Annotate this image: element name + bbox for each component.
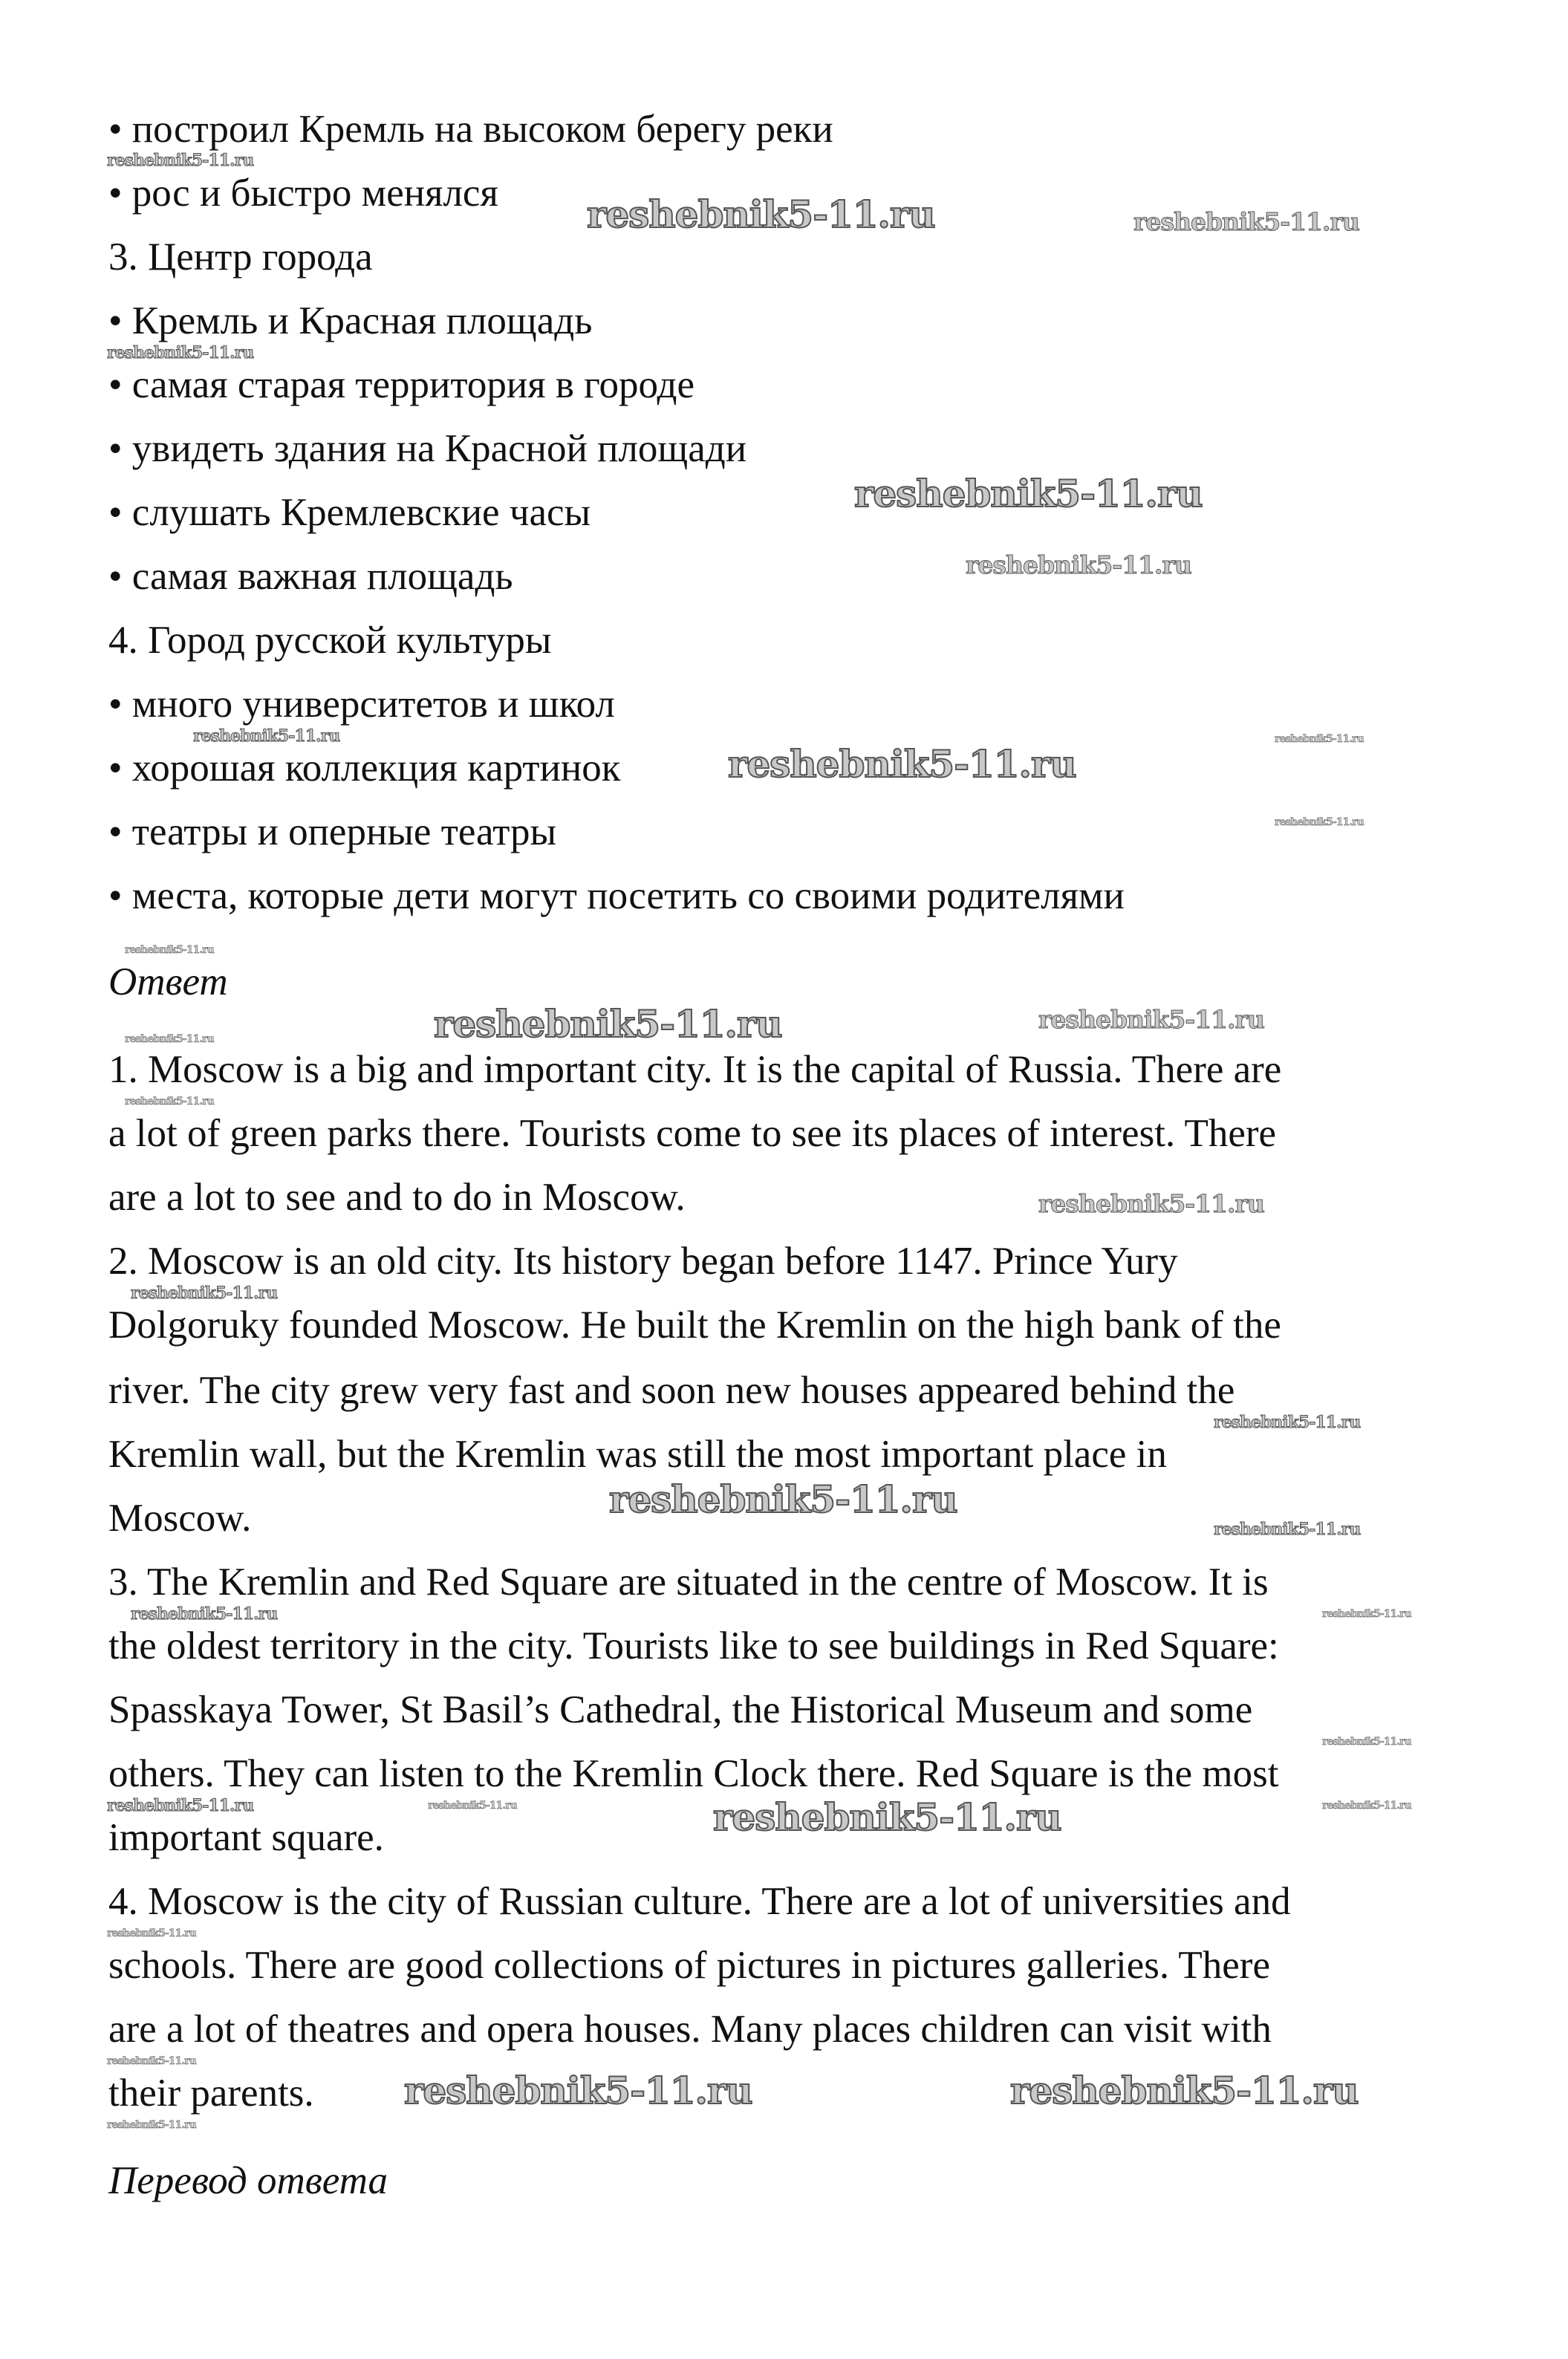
watermark: reshebnik5-11.ru xyxy=(107,2119,196,2131)
answer-line: Moscow. xyxy=(108,1497,252,1540)
outline-line: • много университетов и школ xyxy=(108,683,615,726)
answer-line: schools. There are good collections of pictures in pictures galleries. There xyxy=(108,1944,1270,1987)
outline-line: • рос и быстро менялся xyxy=(108,172,498,215)
outline-line: • построил Кремль на высоком берегу реки xyxy=(108,108,833,151)
answer-line: a lot of green parks there. Tourists come to see its places of interest. There xyxy=(108,1112,1277,1155)
outline-line: • хорошая коллекция картинок xyxy=(108,746,621,790)
watermark: reshebnik5-11.ru xyxy=(107,343,254,362)
outline-line: • самая старая территория в городе xyxy=(108,363,694,406)
watermark: reshebnik5-11.ru xyxy=(1275,733,1364,745)
watermark: reshebnik5-11.ru xyxy=(1322,1608,1411,1620)
answer-line: river. The city grew very fast and soon new houses appeared behind the xyxy=(108,1369,1235,1412)
watermark: reshebnik5-11.ru xyxy=(107,151,254,170)
watermark: reshebnik5-11.ru xyxy=(1010,2069,1359,2112)
watermark: reshebnik5-11.ru xyxy=(107,1927,196,1939)
answer-line: Spasskaya Tower, St Basil’s Cathedral, the Historical Museum and some xyxy=(108,1688,1253,1731)
answer-line: 3. The Kremlin and Red Square are situated in the centre of Moscow. It is xyxy=(108,1561,1269,1604)
watermark: reshebnik5-11.ru xyxy=(1322,1736,1411,1748)
watermark: reshebnik5-11.ru xyxy=(854,472,1203,515)
translation-heading: Перевод ответа xyxy=(108,2159,388,2202)
watermark: reshebnik5-11.ru xyxy=(1038,1189,1264,1218)
outline-line: • Кремль и Красная площадь xyxy=(108,299,593,342)
answer-line: 4. Moscow is the city of Russian culture. There are a lot of universities and xyxy=(108,1880,1291,1923)
answer-line: others. They can listen to the Kremlin Clock there. Red Square is the most xyxy=(108,1752,1279,1795)
answer-line: 1. Moscow is a big and important city. It is the capital of Russia. There are xyxy=(108,1048,1282,1091)
watermark: reshebnik5-11.ru xyxy=(131,1604,278,1624)
answer-heading: Ответ xyxy=(108,960,228,1003)
answer-line: are a lot to see and to do in Moscow. xyxy=(108,1176,686,1219)
watermark: reshebnik5-11.ru xyxy=(193,726,340,746)
watermark: reshebnik5-11.ru xyxy=(434,1002,782,1046)
answer-line: Kremlin wall, but the Kremlin was still the most important place in xyxy=(108,1433,1167,1476)
watermark: reshebnik5-11.ru xyxy=(1275,816,1364,828)
watermark: reshebnik5-11.ru xyxy=(428,1800,517,1812)
answer-line: the oldest territory in the city. Tourists like to see buildings in Red Square: xyxy=(108,1624,1279,1667)
answer-line: are a lot of theatres and opera houses. Many places children can visit with xyxy=(108,2008,1272,2051)
watermark: reshebnik5-11.ru xyxy=(131,1283,278,1303)
watermark: reshebnik5-11.ru xyxy=(404,2069,752,2112)
watermark: reshebnik5-11.ru xyxy=(1133,207,1359,236)
outline-heading: 3. Центр города xyxy=(108,235,373,279)
watermark: reshebnik5-11.ru xyxy=(125,944,214,956)
watermark: reshebnik5-11.ru xyxy=(125,1096,214,1107)
watermark: reshebnik5-11.ru xyxy=(728,742,1076,786)
watermark: reshebnik5-11.ru xyxy=(587,192,935,236)
watermark: reshebnik5-11.ru xyxy=(1322,1800,1411,1812)
watermark: reshebnik5-11.ru xyxy=(1038,1005,1264,1034)
watermark: reshebnik5-11.ru xyxy=(107,1796,254,1815)
answer-line: 2. Moscow is an old city. Its history began before 1147. Prince Yury xyxy=(108,1240,1178,1283)
watermark: reshebnik5-11.ru xyxy=(609,1477,957,1521)
answer-line: Dolgoruky founded Moscow. He built the Kremlin on the high bank of the xyxy=(108,1304,1281,1347)
outline-heading: 4. Город русской культуры xyxy=(108,619,552,662)
watermark: reshebnik5-11.ru xyxy=(713,1795,1061,1839)
outline-line: • театры и оперные театры xyxy=(108,810,557,853)
outline-line: • слушать Кремлевские часы xyxy=(108,491,591,534)
outline-line: • самая важная площадь xyxy=(108,555,513,598)
watermark: reshebnik5-11.ru xyxy=(966,550,1191,579)
answer-line: their parents. xyxy=(108,2072,314,2115)
watermark: reshebnik5-11.ru xyxy=(1214,1413,1361,1432)
answer-line: important square. xyxy=(108,1816,384,1859)
outline-line: • увидеть здания на Красной площади xyxy=(108,427,747,470)
watermark: reshebnik5-11.ru xyxy=(1214,1520,1361,1539)
watermark: reshebnik5-11.ru xyxy=(125,1033,214,1045)
outline-line: • места, которые дети могут посетить со своими родителями xyxy=(108,874,1125,917)
watermark: reshebnik5-11.ru xyxy=(107,2055,196,2067)
